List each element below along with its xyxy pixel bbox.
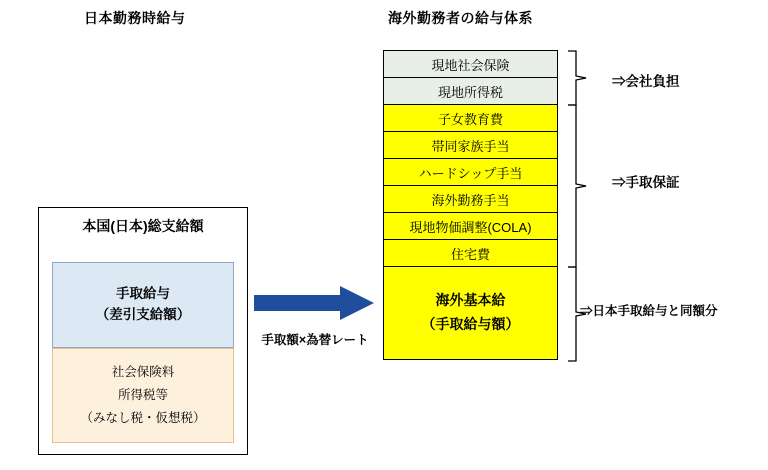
right-title: 海外勤務者の給与体系 <box>388 10 533 26</box>
stack-row-family-allowance: 帯同家族手当 <box>383 131 558 158</box>
left-title: 日本勤務時給与 <box>84 10 186 26</box>
stack-row-hardship-allowance: ハードシップ手当 <box>383 158 558 185</box>
japan-total-pay-label: 本国(日本)総支給額 <box>82 218 204 234</box>
annotation-company-burden: ⇒会社負担 <box>612 74 680 89</box>
net-pay-line2: （差引支給額） <box>95 307 191 322</box>
stack-row-overseas-allowance: 海外勤務手当 <box>383 185 558 212</box>
arrow-label: 手取額×為替レート <box>261 333 369 347</box>
stack-row-local-income-tax: 現地所得税 <box>383 77 558 104</box>
base-pay-line1: 海外基本給 <box>435 292 506 309</box>
annotation-net-guarantee: ⇒手取保証 <box>612 175 680 190</box>
net-pay-box <box>52 262 234 348</box>
deductions-line2: 所得税等 <box>117 387 168 402</box>
brace-net-guarantee-icon <box>566 104 588 268</box>
net-pay-line1: 手取給与 <box>116 286 170 302</box>
brace-company-icon <box>566 50 588 106</box>
base-pay-line2: （手取給与額） <box>421 316 520 332</box>
stack-row-housing: 住宅費 <box>383 239 558 266</box>
stack-row-local-social-insurance: 現地社会保険 <box>383 50 558 77</box>
stack-row-overseas-base-pay <box>383 266 558 360</box>
deductions-line3: （みなし税・仮想税） <box>80 411 206 426</box>
deductions-box <box>52 348 234 443</box>
deductions-line1: 社会保険料 <box>111 364 175 379</box>
conversion-arrow-icon <box>254 286 374 320</box>
stack-row-education: 子女教育費 <box>383 104 558 131</box>
overseas-pay-stack <box>383 50 558 360</box>
annotation-same-amount: ⇒日本手取給与と同額分 <box>580 304 718 318</box>
stack-row-cola: 現地物価調整(COLA) <box>383 212 558 239</box>
